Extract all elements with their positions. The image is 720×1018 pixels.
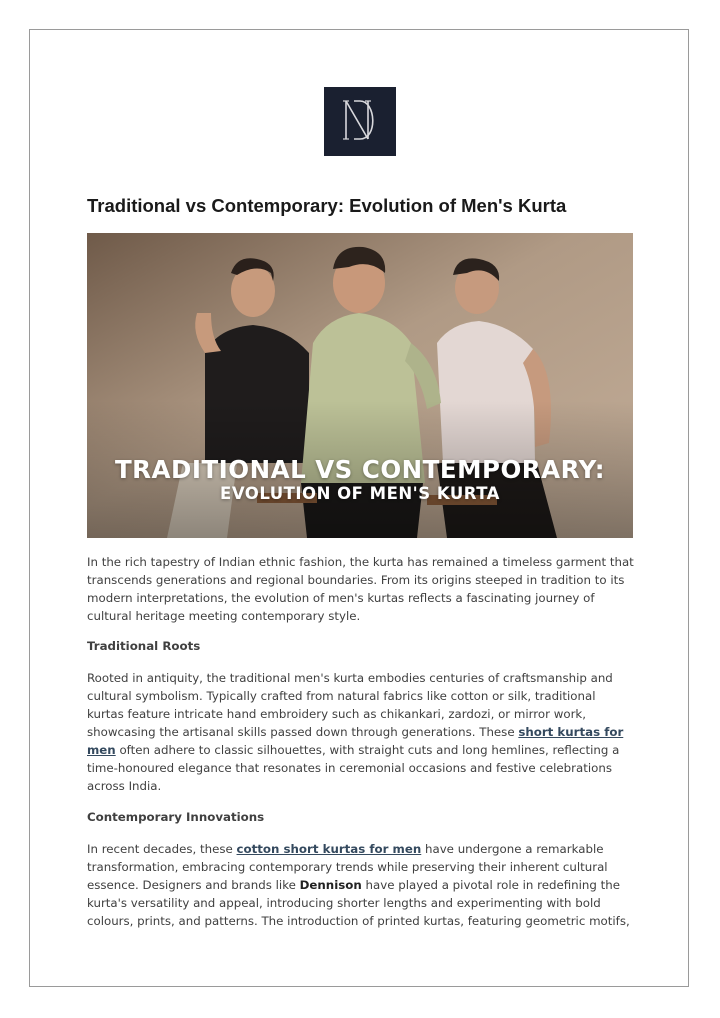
contemporary-innovations-paragraph [87, 840, 635, 930]
short-kurtas-link[interactable]: short kurtas for men [87, 725, 624, 757]
paragraph-text: have played a pivotal role in redefining the kurta's versatility and appeal, introducing shorter lengths and experimenting with bold colours, prints, and patterns. The introduction of printed kurtas, featuring geometric motifs, [87, 878, 630, 928]
intro-paragraph: In the rich tapestry of Indian ethnic fashion, the kurta has remained a timeless garment that transcends generations and regional boundaries. From its origins steeped in tradition to its modern interpretations, the evolution of men's kurtas reflects a fascinating journey of cultural heritage meeting contemporary style. [87, 555, 634, 623]
hero-heading: TRADITIONAL VS CONTEMPORARY: [114, 455, 606, 484]
brand-name: Dennison [299, 878, 362, 892]
cotton-short-kurtas-link[interactable]: cotton short kurtas for men [236, 842, 422, 856]
logo-monogram-icon [324, 87, 396, 156]
paragraph-text: Rooted in antiquity, the traditional men's kurta embodies centuries of craftsmanship and cultural symbolism. Typically crafted from natural fabrics like cotton or silk, traditional kurtas feature intricate hand embroidery such as chikankari, zardozi, or mirror work, showcasing the artisanal skills passed down through generations. These [87, 671, 613, 739]
section-heading-traditional-roots: Traditional Roots [87, 639, 201, 653]
paragraph-text: have undergone a remarkable transformation, embracing contemporary trends while preserving their inherent cultural essence. Designers and brands like [87, 842, 608, 892]
paragraph-text: In recent decades, these [87, 842, 237, 856]
hero-image [87, 233, 633, 538]
hero-subheading: EVOLUTION OF MEN'S KURTA [220, 484, 500, 503]
paragraph-text: often adhere to classic silhouettes, with straight cuts and long hemlines, reflecting a time-honoured elegance that resonates in ceremonial occasions and festive celebrations across India. [87, 743, 620, 793]
traditional-roots-paragraph [87, 669, 635, 795]
page-title: Traditional vs Contemporary: Evolution of Men's Kurta [87, 195, 567, 216]
brand-logo [324, 87, 396, 156]
section-heading-contemporary-innovations: Contemporary Innovations [87, 810, 265, 824]
